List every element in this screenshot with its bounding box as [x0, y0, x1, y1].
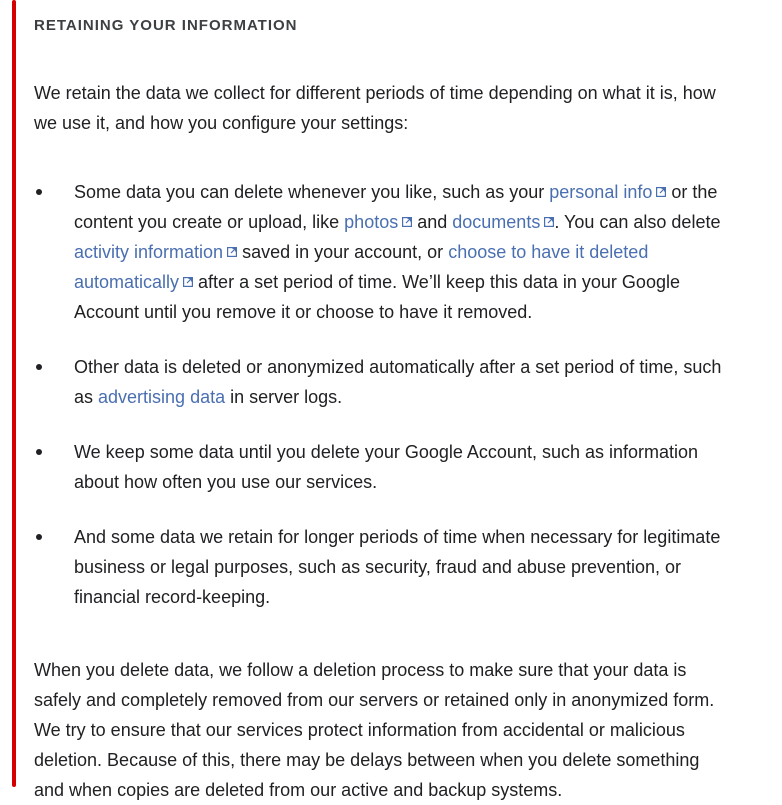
- bullet-icon: [36, 189, 42, 195]
- external-link-icon: [544, 217, 554, 227]
- intro-paragraph: We retain the data we collect for different periods of time depending on what it is, how we use it, and how you configure your settings:: [34, 83, 716, 133]
- bullet-icon: [36, 449, 42, 455]
- bullet-icon: [36, 534, 42, 540]
- list-item: Other data is deleted or anonymized automatically after a set period of time, such as advertising data in server logs.: [34, 352, 734, 412]
- external-link-icon: [656, 187, 666, 197]
- section-title: RETAINING YOUR INFORMATION: [34, 17, 298, 34]
- external-link-icon: [402, 217, 412, 227]
- list-item: We keep some data until you delete your Google Account, such as information about how often you use our services.: [34, 437, 734, 497]
- bullet-icon: [36, 364, 42, 370]
- closing-paragraph: When you delete data, we follow a deletion process to make sure that your data is safely and completely removed from our servers or retained only in anonymized form. We try to ensure that our services protect information from accidental or malicious deletion. Because of this, there may be delays between when you delete something and when copies are deleted from our active and backup systems.: [34, 660, 715, 800]
- documents-link[interactable]: documents: [452, 212, 554, 232]
- activity-information-link[interactable]: activity information: [74, 242, 237, 262]
- retention-list: [34, 177, 734, 612]
- list-item: Some data you can delete whenever you like, such as your personal info or the content you create or upload, like photos and documents . You can also delete activity information saved in your account, or choose to have it deleted automatically after a set period of time. We’ll keep this data in your Google Account until you remove it or choose to have it removed.: [34, 177, 734, 327]
- external-link-icon: [183, 277, 193, 287]
- advertising-data-link[interactable]: advertising data: [98, 387, 226, 407]
- auto-delete-link[interactable]: choose to have it deleted automatically: [74, 242, 649, 292]
- retention-section: [34, 0, 734, 805]
- photos-link[interactable]: photos: [344, 212, 412, 232]
- accent-bar: [12, 0, 16, 787]
- personal-info-link[interactable]: personal info: [549, 182, 666, 202]
- list-item: And some data we retain for longer periods of time when necessary for legitimate business or legal purposes, such as security, fraud and abuse prevention, or financial record-keeping.: [34, 522, 734, 612]
- external-link-icon: [227, 247, 237, 257]
